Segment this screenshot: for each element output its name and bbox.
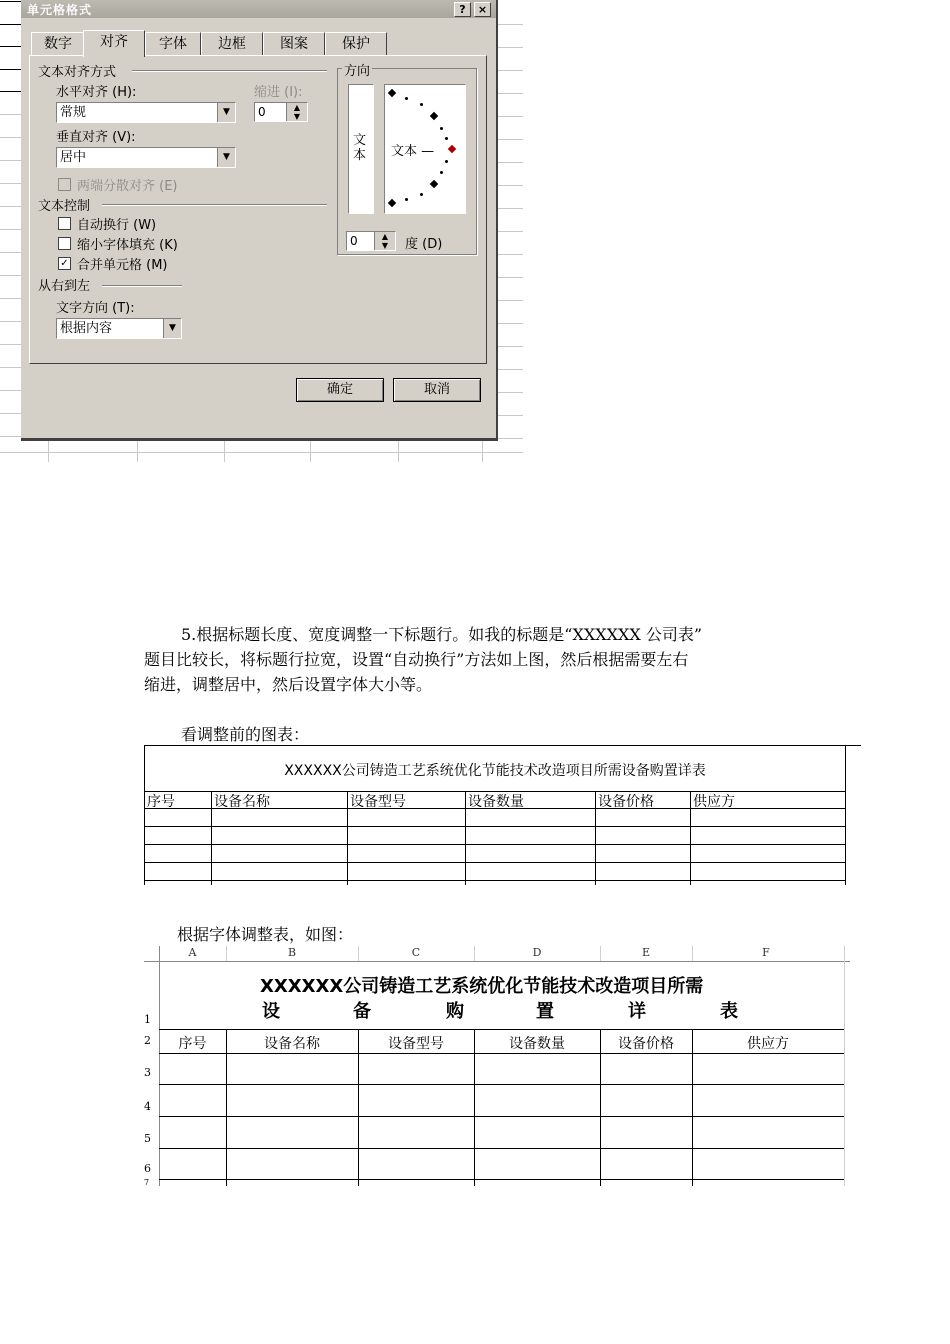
degrees-label: 度 (D) bbox=[405, 237, 443, 252]
sheet-row-line bbox=[0, 24, 22, 25]
wrap-text-checkbox[interactable] bbox=[58, 217, 71, 230]
sheet-row-line bbox=[0, 344, 22, 345]
dial-marker-icon bbox=[430, 112, 438, 120]
column-letter[interactable]: E bbox=[641, 946, 651, 959]
dial-dot bbox=[445, 160, 448, 163]
merge-cells-checkbox[interactable]: ✓ bbox=[58, 257, 71, 270]
indent-label: 缩进 (I): bbox=[254, 85, 303, 100]
sheet-row-line bbox=[0, 413, 22, 414]
sheet-row-line bbox=[498, 47, 523, 48]
column-header-divider bbox=[692, 946, 693, 961]
sheet-row-line bbox=[0, 1, 22, 2]
sheet-col-line bbox=[482, 441, 483, 462]
tab-font[interactable]: 字体 bbox=[145, 32, 201, 55]
grid-line bbox=[159, 1029, 844, 1030]
merge-cells-label: 合并单元格 (M) bbox=[77, 258, 168, 273]
grid-line bbox=[347, 791, 348, 885]
text-direction-select[interactable] bbox=[56, 318, 182, 339]
row-number[interactable]: 1 bbox=[144, 1013, 151, 1026]
header-cell: 设备价格 bbox=[618, 1036, 674, 1052]
dial-marker-icon bbox=[388, 89, 396, 97]
column-header-divider bbox=[474, 946, 475, 961]
column-letter[interactable]: F bbox=[762, 946, 770, 959]
text-control-group-label: 文本控制 bbox=[38, 199, 91, 214]
sheet-row-line bbox=[498, 24, 523, 25]
header-cell: 设备型号 bbox=[350, 794, 406, 810]
grid-line bbox=[145, 862, 845, 863]
sheet-row-line bbox=[498, 277, 523, 278]
dialog-title: 单元格格式 bbox=[27, 3, 93, 17]
tab-alignment[interactable]: 对齐 bbox=[83, 30, 145, 57]
table-title: XXXXXX公司铸造工艺系统优化节能技术改造项目所需设备购置详表 bbox=[284, 763, 706, 779]
paragraph-line: 5.根据标题长度、宽度调整一下标题行。如我的标题是“XXXXXX 公司表” bbox=[181, 625, 703, 644]
spin-arrows-icon[interactable]: ▲ ▼ bbox=[374, 232, 395, 250]
row-number[interactable]: 7 bbox=[144, 1178, 150, 1187]
sheet-col-line bbox=[48, 441, 49, 462]
orientation-group-label: 方向 bbox=[342, 60, 372, 79]
dial-dot bbox=[405, 198, 408, 201]
column-header-divider bbox=[226, 946, 227, 961]
chevron-down-icon[interactable]: ▼ bbox=[217, 103, 235, 122]
column-letter[interactable]: D bbox=[532, 946, 542, 959]
dial-marker-icon bbox=[430, 180, 438, 188]
row-header-border bbox=[159, 946, 160, 1186]
sheet-row-line bbox=[0, 229, 22, 230]
dial-marker-icon bbox=[388, 199, 396, 207]
column-header-divider bbox=[358, 946, 359, 961]
grid-line bbox=[690, 791, 691, 885]
spin-arrows-icon[interactable]: ▲ ▼ bbox=[286, 103, 307, 121]
sheet-row-line bbox=[498, 346, 523, 347]
sheet-row-line bbox=[0, 436, 22, 437]
header-cell: 序号 bbox=[178, 1036, 207, 1052]
column-header-divider bbox=[844, 946, 845, 1186]
indent-value: 0 bbox=[258, 105, 266, 119]
sheet-row-line bbox=[0, 183, 22, 184]
horizontal-align-select[interactable] bbox=[56, 102, 236, 123]
sheet-row-line bbox=[0, 137, 22, 138]
format-cells-screenshot bbox=[0, 0, 523, 462]
row-number[interactable]: 6 bbox=[144, 1162, 151, 1175]
chevron-down-icon[interactable]: ▼ bbox=[217, 148, 235, 167]
tab-number[interactable]: 数字 bbox=[31, 32, 85, 55]
sheet-row-line bbox=[0, 91, 22, 92]
column-header-border bbox=[144, 961, 850, 962]
help-button[interactable]: ? bbox=[454, 2, 471, 17]
dial-dot bbox=[445, 137, 448, 140]
sheet-row-line bbox=[498, 392, 523, 393]
vertical-align-value: 居中 bbox=[60, 150, 87, 165]
paragraph-line: 题目比较长，将标题行拉宽，设置“自动换行”方法如上图，然后根据需要左右 bbox=[144, 650, 689, 669]
sheet-row-line bbox=[498, 185, 523, 186]
rtl-group-label: 从右到左 bbox=[38, 279, 91, 294]
sheet-row-line bbox=[498, 139, 523, 140]
group-divider bbox=[102, 204, 327, 206]
sheet-row-line bbox=[498, 231, 523, 232]
sheet-row-line bbox=[0, 46, 22, 47]
header-cell: 序号 bbox=[147, 794, 175, 810]
vertical-text-box[interactable] bbox=[348, 84, 374, 214]
sheet-row-line bbox=[498, 300, 523, 301]
sheet-row-line bbox=[0, 390, 22, 391]
title-spaced-char: 表 bbox=[720, 1001, 738, 1022]
caption-after: 根据字体调整表，如图： bbox=[177, 925, 354, 944]
sheet-row-line bbox=[498, 438, 523, 439]
header-cell: 供应方 bbox=[693, 794, 735, 810]
grid-line bbox=[465, 791, 466, 885]
horizontal-align-value: 常规 bbox=[60, 105, 87, 120]
shrink-to-fit-label: 缩小字体填充 (K) bbox=[77, 238, 178, 253]
ok-button[interactable]: 确定 bbox=[296, 378, 384, 402]
orientation-dial[interactable] bbox=[384, 84, 466, 214]
shrink-to-fit-checkbox[interactable] bbox=[58, 237, 71, 250]
sheet-row-line bbox=[0, 69, 22, 70]
sheet-row-line bbox=[0, 206, 22, 207]
title-spaced-char: 置 bbox=[536, 1001, 554, 1022]
tab-patterns[interactable]: 图案 bbox=[263, 32, 325, 55]
sheet-row-line bbox=[498, 208, 523, 209]
row-number[interactable]: 5 bbox=[144, 1132, 151, 1145]
grid-line bbox=[595, 791, 596, 885]
caption-before: 看调整前的图表： bbox=[181, 725, 310, 744]
vertical-text: 文本 bbox=[353, 133, 367, 163]
sheet-row-line bbox=[498, 162, 523, 163]
table-after bbox=[144, 946, 850, 1186]
format-cells-dialog bbox=[21, 0, 498, 441]
table-before bbox=[144, 745, 861, 885]
chevron-down-icon[interactable]: ▼ bbox=[163, 319, 181, 338]
dial-dot bbox=[440, 171, 443, 174]
sheet-col-line bbox=[310, 441, 311, 462]
degrees-spinner[interactable] bbox=[346, 231, 396, 251]
vertical-align-select[interactable] bbox=[56, 147, 236, 168]
close-button[interactable]: × bbox=[474, 2, 491, 17]
grid-line bbox=[159, 1148, 844, 1149]
grid-line bbox=[145, 844, 845, 845]
header-cell: 设备型号 bbox=[388, 1036, 444, 1052]
alignment-panel bbox=[29, 55, 487, 364]
orientation-text: 文本 — bbox=[391, 144, 435, 159]
sheet-row-line bbox=[498, 70, 523, 71]
text-direction-label: 文字方向 (T): bbox=[56, 301, 135, 316]
grid-line bbox=[159, 1179, 844, 1180]
header-cell: 设备价格 bbox=[598, 794, 654, 810]
sheet-col-line bbox=[224, 441, 225, 462]
sheet-row-line bbox=[0, 252, 22, 253]
wrap-text-label: 自动换行 (W) bbox=[77, 218, 157, 233]
column-letter[interactable]: C bbox=[411, 946, 421, 959]
sheet-row-line bbox=[0, 298, 22, 299]
header-cell: 设备数量 bbox=[509, 1036, 565, 1052]
sheet-row-line bbox=[0, 452, 523, 453]
justify-distributed-checkbox[interactable] bbox=[58, 178, 71, 191]
dial-dot bbox=[405, 97, 408, 100]
horizontal-align-label: 水平对齐 (H): bbox=[56, 85, 137, 100]
sheet-row-line bbox=[498, 254, 523, 255]
title-spaced-char: 备 bbox=[353, 1001, 371, 1022]
text-alignment-group-label: 文本对齐方式 bbox=[38, 65, 117, 80]
tab-protection[interactable]: 保护 bbox=[325, 32, 387, 55]
grid-line bbox=[211, 791, 212, 885]
dial-dot bbox=[420, 193, 423, 196]
row-number[interactable]: 2 bbox=[144, 1034, 151, 1047]
vertical-align-label: 垂直对齐 (V): bbox=[56, 130, 136, 145]
sheet-row-line bbox=[0, 114, 22, 115]
sheet-row-line bbox=[498, 369, 523, 370]
sheet-row-line bbox=[498, 415, 523, 416]
group-divider bbox=[102, 285, 182, 287]
indent-spinner[interactable] bbox=[254, 102, 308, 122]
degrees-value: 0 bbox=[350, 234, 358, 248]
dial-pointer-icon bbox=[448, 145, 456, 153]
header-cell: 供应方 bbox=[747, 1036, 789, 1052]
table-title-line1: XXXXXX公司铸造工艺系统优化节能技术改造项目所需 bbox=[260, 976, 704, 997]
dialog-title-bar[interactable] bbox=[21, 0, 496, 18]
title-spaced-char: 详 bbox=[628, 1001, 646, 1022]
sheet-col-line bbox=[398, 441, 399, 462]
cancel-button[interactable]: 取消 bbox=[393, 378, 481, 402]
title-spaced-char: 购 bbox=[446, 1001, 464, 1022]
row-number[interactable]: 4 bbox=[144, 1100, 151, 1113]
header-cell: 设备名称 bbox=[264, 1036, 320, 1052]
header-cell: 设备名称 bbox=[214, 794, 270, 810]
sheet-row-line bbox=[0, 367, 22, 368]
sheet-row-line bbox=[0, 321, 22, 322]
column-header-divider bbox=[600, 946, 601, 961]
sheet-col-line bbox=[137, 441, 138, 462]
grid-line bbox=[159, 1084, 844, 1085]
grid-line bbox=[145, 826, 845, 827]
tab-border[interactable]: 边框 bbox=[201, 32, 263, 55]
paragraph-line: 缩进，调整居中，然后设置字体大小等。 bbox=[144, 675, 433, 694]
grid-line bbox=[159, 1116, 844, 1117]
title-spaced-char: 设 bbox=[262, 1001, 280, 1022]
row-number[interactable]: 3 bbox=[144, 1066, 151, 1079]
column-letter[interactable]: A bbox=[188, 946, 197, 959]
sheet-row-line bbox=[0, 160, 22, 161]
sheet-row-line bbox=[498, 116, 523, 117]
column-letter[interactable]: B bbox=[287, 946, 297, 959]
sheet-row-line bbox=[498, 93, 523, 94]
grid-line bbox=[145, 880, 845, 881]
dial-dot bbox=[440, 127, 443, 130]
grid-line bbox=[159, 1053, 844, 1054]
sheet-row-line bbox=[0, 275, 22, 276]
group-divider bbox=[132, 70, 327, 72]
dial-dot bbox=[420, 103, 423, 106]
text-direction-value: 根据内容 bbox=[60, 321, 113, 336]
sheet-row-line bbox=[498, 323, 523, 324]
justify-distributed-label: 两端分散对齐 (E) bbox=[77, 179, 178, 194]
grid-line bbox=[845, 746, 846, 885]
header-cell: 设备数量 bbox=[468, 794, 524, 810]
